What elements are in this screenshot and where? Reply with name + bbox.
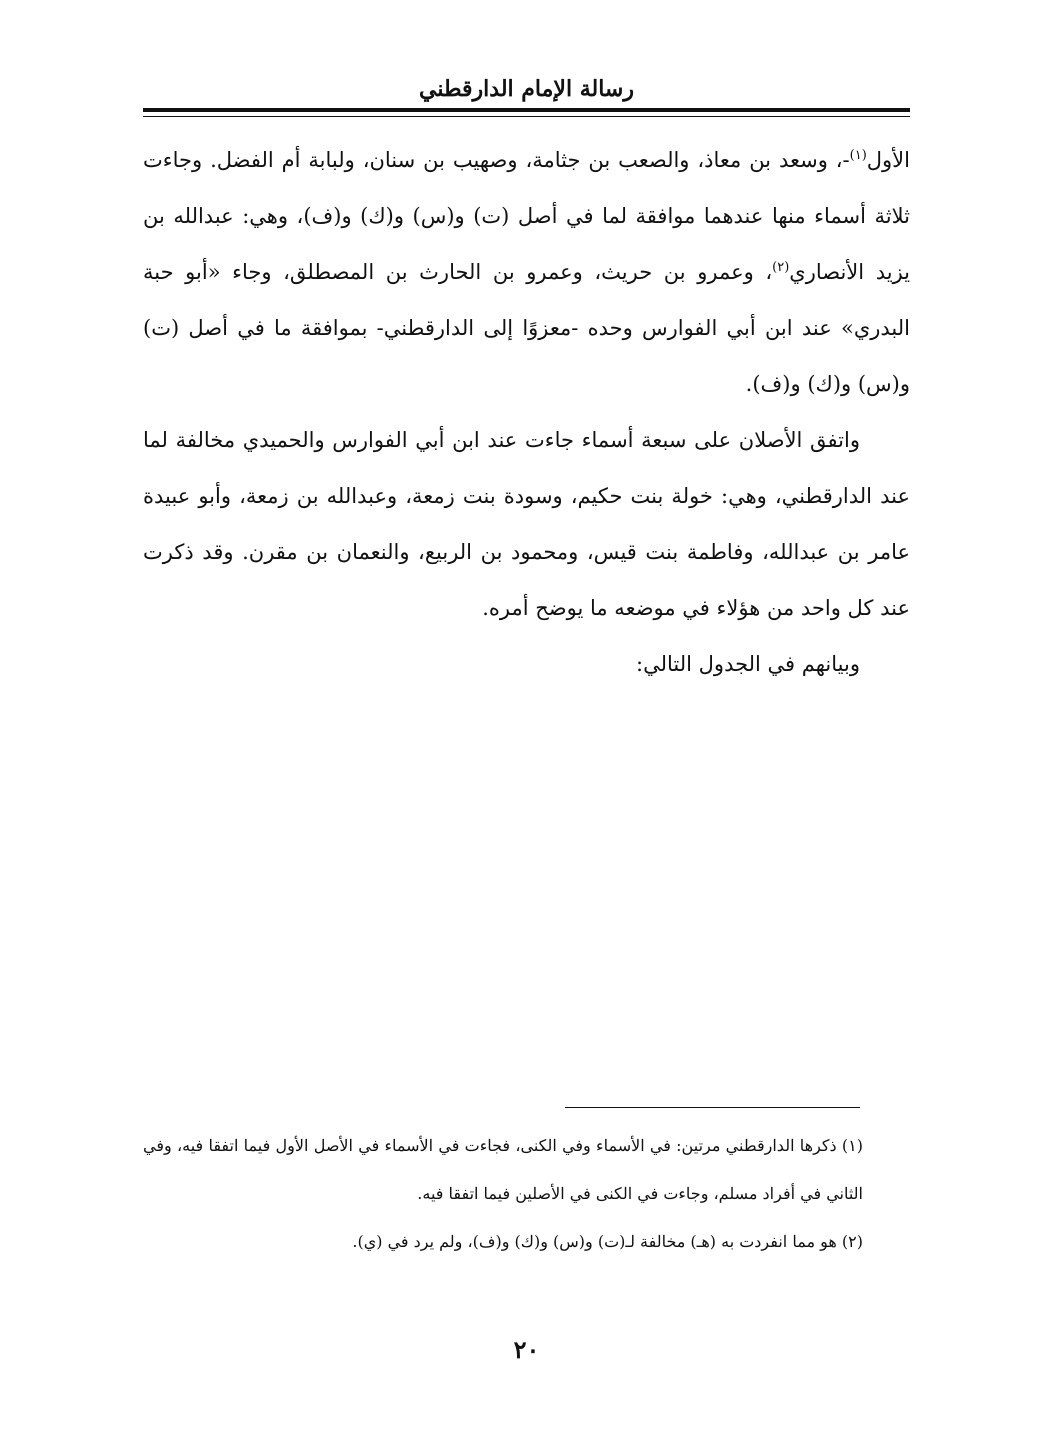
footnote-1: (١) ذكرها الدارقطني مرتين: في الأسماء وفي الكنى، فجاءت في الأسماء في الأصل الأول فيما اتفقا فيه، وفي الثاني في أفراد مسلم، وجاءت في الكنى في الأصلين فيما اتفقا فيه.	[143, 1136, 863, 1203]
page-number: ٢٠	[513, 1335, 540, 1364]
footnote-separator	[565, 1107, 860, 1108]
footnotes	[143, 1122, 863, 1266]
paragraph-2: واتفق الأصلان على سبعة أسماء جاءت عند ابن أبي الفوارس والحميدي مخالفة لما عند الدارقطني، وهي: خولة بنت حكيم، وسودة بنت زمعة، وعبدالله بن زمعة، وأبو عبيدة عامر بن عبدالله، وفاطمة بنت قيس، ومحمود بن الربيع، والنعمان بن مقرن. وقد ذكرت عند كل واحد من هؤلاء في موضعه ما يوضح أمره.	[143, 428, 910, 620]
running-header-title: رسالة الإمام الدارقطني	[419, 76, 634, 102]
paragraph-1-part-b: -، وسعد بن معاذ، والصعب بن جثامة، وصهيب بن سنان، ولبابة أم الفضل. وجاءت ثلاثة أسماء منها عندهما موافقة لما في أصل (ت) و(س) و(ك) و(ف)، وهي: عبدالله بن يزيد الأنصاري	[143, 148, 910, 284]
paragraph-1	[143, 132, 910, 412]
paragraph-1-part-a: الأول	[866, 148, 910, 172]
paragraph-3: وبيانهم في الجدول التالي:	[636, 652, 860, 676]
main-text	[143, 132, 910, 692]
footnote-ref-2[interactable]: (٢)	[772, 260, 790, 275]
header-rule-thin	[143, 116, 910, 117]
footnote-2: (٢) هو مما انفردت به (هـ) مخالفة لـ(ت) و(س) و(ك) و(ف)، ولم يرد في (ي).	[352, 1232, 863, 1251]
footnote-ref-1[interactable]: (١)	[849, 148, 867, 163]
paragraph-1-part-c: ، وعمرو بن حريث، وعمرو بن الحارث بن المصطلق، وجاء «أبو حبة البدري» عند ابن أبي الفوارس وحده -معزوًا إلى الدارقطني- بموافقة ما في أصل (ت) و(س) و(ك) و(ف).	[143, 260, 910, 396]
header-rule-thick	[143, 108, 910, 112]
